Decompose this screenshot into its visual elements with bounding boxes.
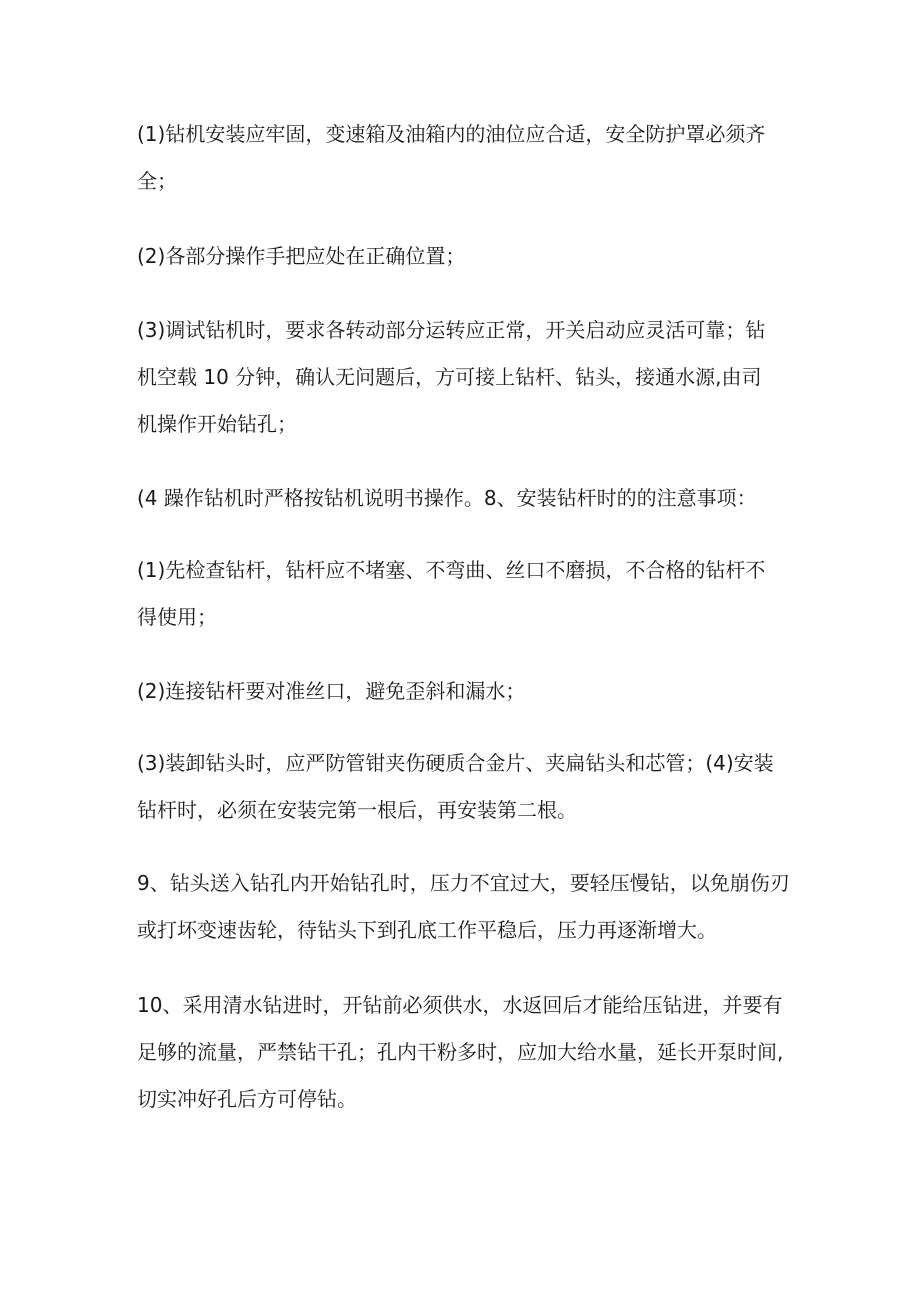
paragraph-8	[137, 870, 797, 944]
text-line: 机空载 10 分钟，确认无问题后，方可接上钻杆、钻头，接通水源,由司	[137, 365, 762, 389]
paragraph-6	[137, 678, 797, 705]
text-line: 得使用；	[137, 605, 217, 629]
text-line: (3)调试钻机时，要求各转动部分运转应正常，开关启动应灵活可靠；钻	[137, 318, 766, 342]
text-line: 钻杆时，必须在安装完第一根后，再安装第二根。	[137, 798, 577, 822]
paragraph-2	[137, 243, 797, 270]
text-line: 9、钻头送入钻孔内开始钻孔时，压力不宜过大，要轻压慢钻，以免崩伤刃	[137, 871, 790, 895]
paragraph-7	[137, 750, 797, 824]
paragraph-3	[137, 317, 797, 438]
paragraph-9	[137, 992, 797, 1113]
text-line: 10、采用清水钻进时，开钻前必须供水，水返回后才能给压钻进，并要有	[137, 993, 783, 1017]
text-line: 全；	[137, 169, 177, 193]
text-line: (4 躁作钻机时严格按钻机说明书操作。8、安装钻杆时的的注意事项：	[137, 486, 757, 510]
text-line: 切实冲好孔后方可停钻。	[137, 1087, 357, 1111]
paragraph-1	[137, 121, 797, 195]
text-line: 或打坏变速齿轮，待钻头下到孔底工作平稳后，压力再逐渐增大。	[137, 918, 717, 942]
text-line: 机操作开始钻孔；	[137, 412, 297, 436]
paragraph-4	[137, 485, 797, 512]
text-line: (2)连接钻杆要对准丝口，避免歪斜和漏水；	[137, 679, 526, 703]
paragraph-5	[137, 557, 797, 631]
text-line: (1)钻机安装应牢固，变速箱及油箱内的油位应合适，安全防护罩必须齐	[137, 122, 766, 146]
text-line: (2)各部分操作手把应处在正确位置；	[137, 244, 466, 268]
text-line: (1)先检查钻杆，钻杆应不堵塞、不弯曲、丝口不磨损，不合格的钻杆不	[137, 558, 766, 582]
text-line: 足够的流量，严禁钻干孔；孔内干粉多时，应加大给水量，延长开泵时间,	[137, 1040, 784, 1064]
text-line: (3)装卸钻头时，应严防管钳夹伤硬质合金片、夹扁钻头和芯管；(4)安装	[137, 751, 774, 775]
